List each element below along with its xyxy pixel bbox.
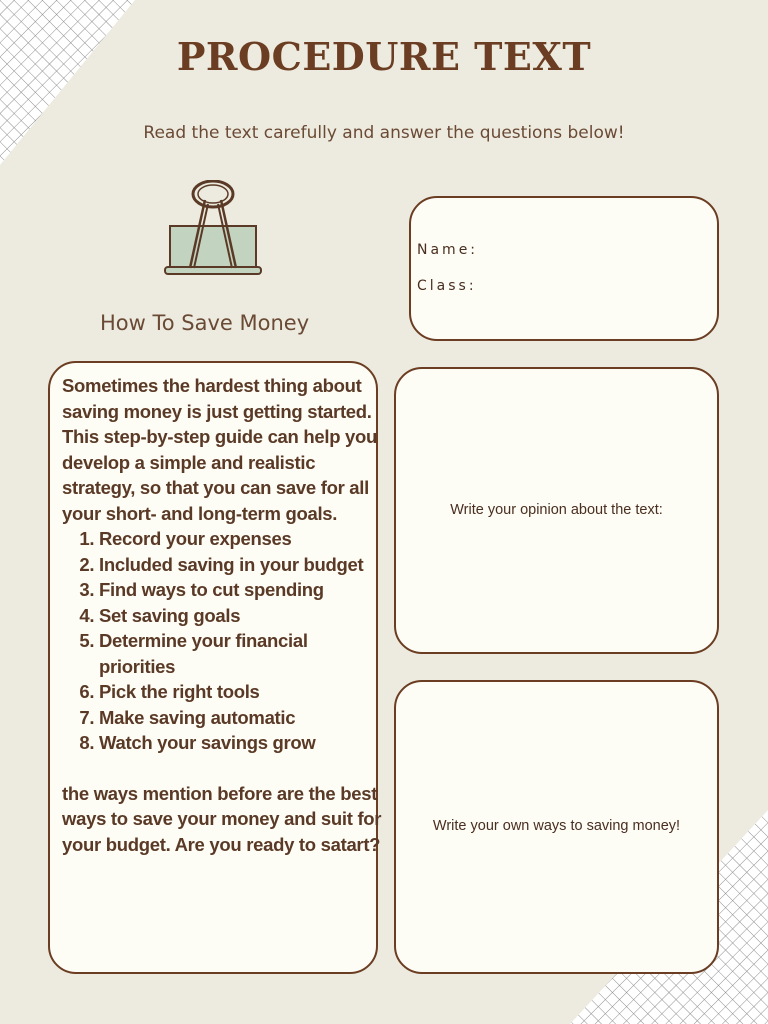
reading-title: How To Save Money (100, 311, 310, 335)
steps-list (62, 526, 382, 756)
instruction-text: Read the text carefully and answer the questions below! (143, 123, 625, 143)
list-item: 3. Find ways to cut spending (99, 577, 382, 603)
list-item: 7. Make saving automatic (99, 705, 382, 731)
list-item: 2. Included saving in your budget (99, 552, 382, 578)
student-info-box (409, 196, 719, 341)
list-item: 6. Pick the right tools (99, 679, 382, 705)
own-ways-answer-box[interactable] (394, 680, 719, 974)
own-ways-prompt: Write your own ways to saving money! (432, 818, 681, 834)
list-item: 1. Record your expenses (99, 526, 382, 552)
binder-clip-icon (160, 180, 266, 284)
opinion-prompt: Write your opinion about the text: (450, 502, 663, 518)
reading-intro: Sometimes the hardest thing about saving money is just getting started. This step-by-step guide can help you develop a simple and realistic strategy, so that you can save for all your short- and long-term goals. (62, 375, 378, 524)
list-item: 8. Watch your savings grow (99, 730, 382, 756)
class-label: Class: (417, 278, 477, 294)
list-item: 4. Set saving goals (99, 603, 382, 629)
reading-body (62, 373, 382, 857)
opinion-answer-box[interactable] (394, 367, 719, 654)
reading-text-box (48, 361, 382, 974)
name-label: Name: (417, 242, 479, 258)
list-item: 5. Determine your financial priorities (99, 628, 382, 679)
reading-closing: the ways mention before are the best ways to save your money and suit for your budget. Are you ready to satart? (62, 782, 382, 855)
page-title: PROCEDURE TEXT (176, 34, 592, 79)
grid-pattern-top-left (0, 0, 140, 170)
